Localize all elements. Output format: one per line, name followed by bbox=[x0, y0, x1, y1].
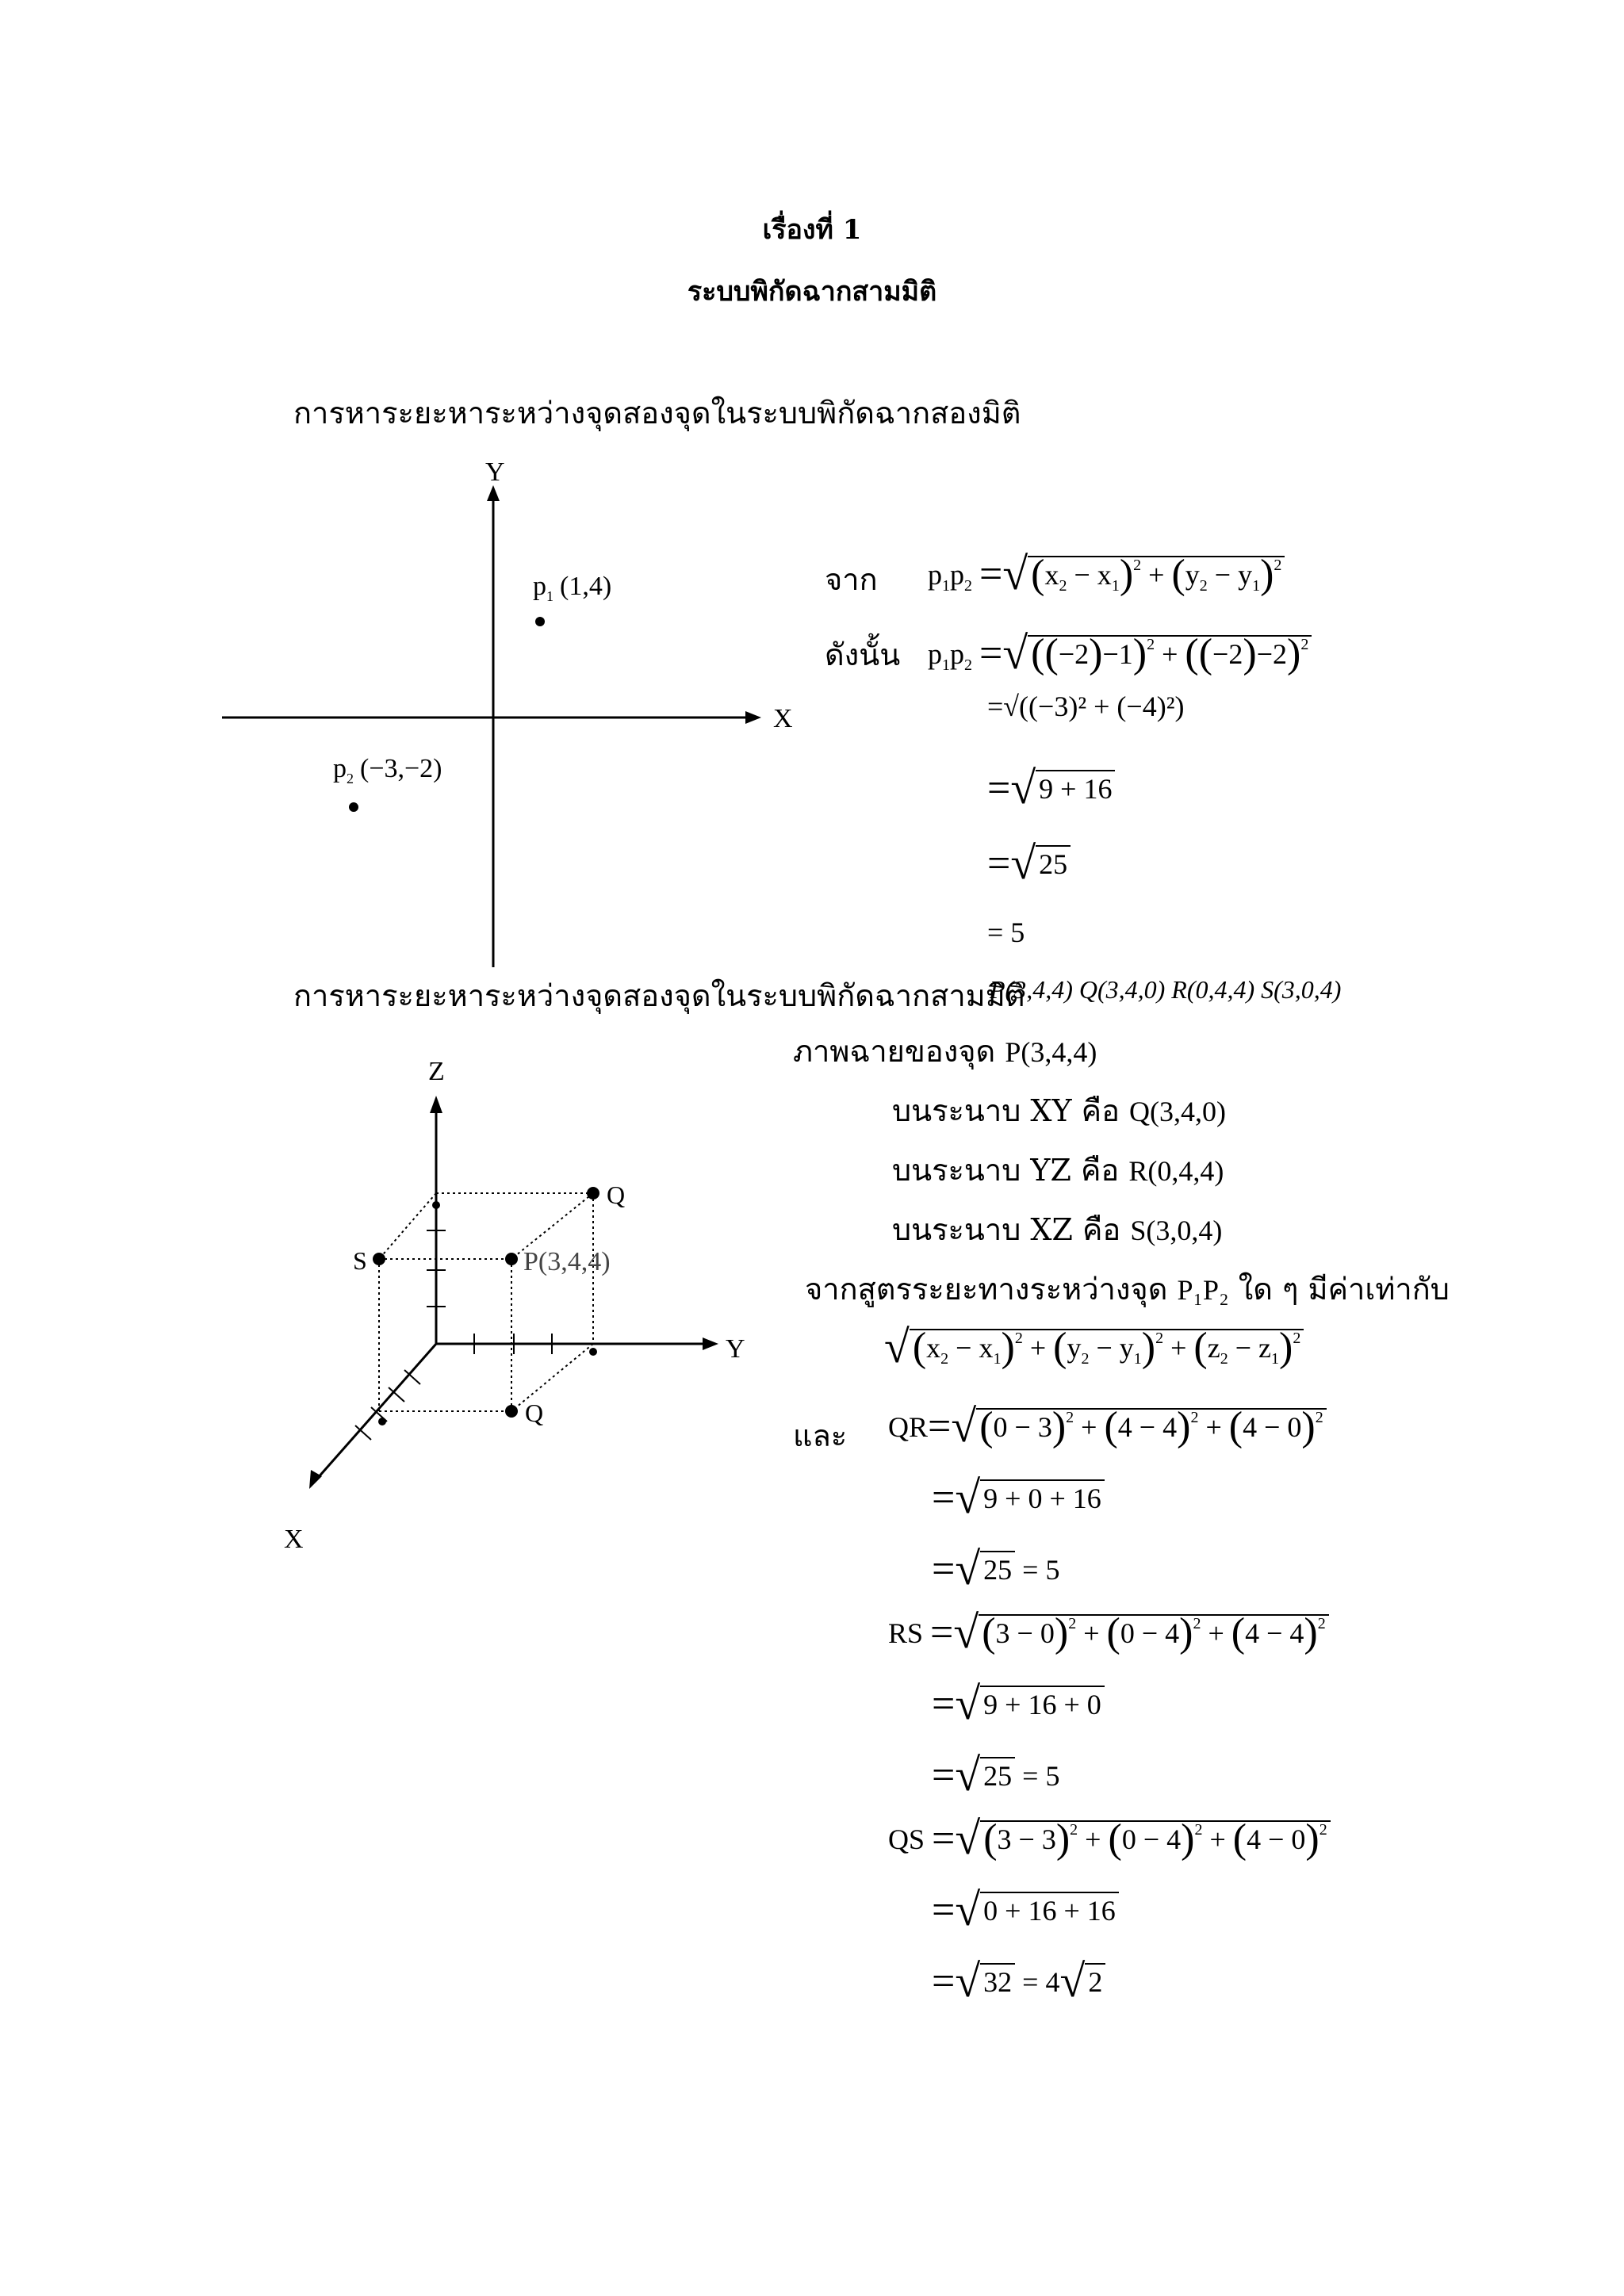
cartesian-3d-diagram bbox=[270, 1047, 777, 1554]
point-s bbox=[373, 1253, 385, 1265]
qs-formula: QS $=√(3 - 3)^2 + (0 - 4)^2 + (4 - 0)^2$ bbox=[888, 1812, 1331, 1865]
y-axis-label: Y bbox=[485, 460, 505, 487]
distance-formula-3d: $√(x_2 - x_1)^2 + (y_2 - y_1)^2 + (z_2 - z_1)^2$ bbox=[884, 1320, 1304, 1373]
p1-label: $p_1$ (1,4) bbox=[533, 572, 612, 604]
z-axis-label: Z bbox=[428, 1057, 445, 1086]
point-x-axis bbox=[378, 1418, 386, 1425]
x-axis-arrow bbox=[745, 711, 761, 724]
point-p1 bbox=[535, 617, 545, 626]
projection-xy: บนระนาบ XY คือ Q(3,4,0) bbox=[892, 1093, 1226, 1128]
rs-step-result: =√ 25 = 5 bbox=[932, 1749, 1060, 1800]
label-q-top: Q bbox=[607, 1181, 626, 1209]
distance-substituted-2d: $p_1p_2 =√((-2)-1)^2 + ((-2)-2)^2$ bbox=[928, 626, 1312, 679]
point-r bbox=[432, 1201, 440, 1209]
qr-step-sum: =√ 9 + 0 + 16 bbox=[932, 1471, 1105, 1524]
page-subtitle: ระบบพิกัดฉากสามมิติ bbox=[687, 276, 937, 308]
word-from: จาก bbox=[825, 562, 878, 597]
step-2d-result: = 5 bbox=[987, 916, 1025, 948]
label-s: S bbox=[353, 1246, 367, 1275]
point-y-axis bbox=[589, 1348, 597, 1356]
word-and: และ bbox=[793, 1418, 848, 1453]
qs-step-result: =√ 32 = 4√ 2 bbox=[932, 1954, 1105, 2007]
qr-formula: $QR=√(0 - 3)^2 + (4 - 4)^2 + (4 - 0)^2$ bbox=[888, 1399, 1327, 1452]
points-list: P(3,4,4) Q(3,4,0) R(0,4,4) S(3,0,4) bbox=[990, 975, 1342, 1004]
x-axis-label: X bbox=[773, 704, 793, 733]
qr-step-result: =√ 25 = 5 bbox=[932, 1543, 1060, 1594]
y-axis-label-3d: Y bbox=[726, 1334, 745, 1364]
x-axis-arrow-3d bbox=[309, 1470, 322, 1489]
cartesian-2d-diagram bbox=[214, 460, 817, 967]
point-p2 bbox=[349, 802, 358, 812]
y-axis-arrow-3d bbox=[703, 1337, 718, 1350]
word-therefore: ดังนั้น bbox=[825, 637, 901, 672]
point-q-top bbox=[587, 1187, 599, 1200]
page-title: เรื่องที่ 1 bbox=[762, 214, 862, 246]
qs-step-sum: =√ 0 + 16 + 16 bbox=[932, 1883, 1119, 1936]
distance-formula-2d: $p_1p_2 =√(x_2 - x_1)^2 + (y_2 - y_1)^2$ bbox=[928, 547, 1285, 600]
section-3d-heading: การหาระยะหาระหว่างจุดสองจุดในระบบพิกัดฉากสามมิติ bbox=[293, 978, 1025, 1013]
x-axis-label-3d: X bbox=[284, 1525, 304, 1554]
projection-xz: บนระนาบ XZ คือ S(3,0,4) bbox=[892, 1212, 1223, 1247]
z-axis-arrow bbox=[430, 1096, 442, 1113]
step-2d-sum: =√ 9 + 16 bbox=[987, 761, 1115, 814]
label-q-bottom: Q bbox=[525, 1399, 544, 1427]
label-p: P(3,4,4) bbox=[523, 1247, 611, 1276]
formula-intro: จากสูตรระยะทางระหว่างจุด P₁P₂ ใด ๆ มีค่าเท่ากับ bbox=[805, 1272, 1450, 1307]
step-2d-squares: =√((−3)² + (−4)²) bbox=[987, 691, 1185, 722]
section-2d-heading: การหาระยะหาระหว่างจุดสองจุดในระบบพิกัดฉากสองมิติ bbox=[293, 396, 1021, 430]
p2-label: $p_2$ (−3,−2) bbox=[333, 754, 442, 786]
projection-yz: บนระนาบ YZ คือ R(0,4,4) bbox=[892, 1153, 1224, 1188]
step-2d-root: =√ 25 bbox=[987, 836, 1071, 890]
projection-title: ภาพฉายของจุด P(3,4,4) bbox=[793, 1034, 1097, 1069]
point-q-bottom bbox=[505, 1405, 518, 1418]
rs-formula: RS $=√(3 - 0)^2 + (0 - 4)^2 + (4 - 4)^2$ bbox=[888, 1605, 1329, 1659]
y-axis-arrow bbox=[487, 485, 500, 501]
point-p bbox=[505, 1253, 518, 1265]
rs-step-sum: =√ 9 + 16 + 0 bbox=[932, 1677, 1105, 1730]
